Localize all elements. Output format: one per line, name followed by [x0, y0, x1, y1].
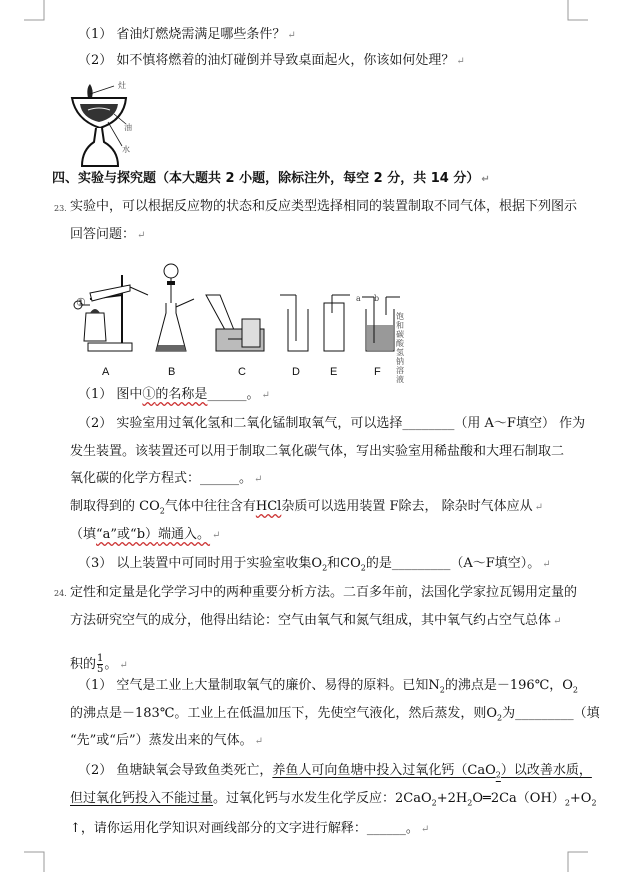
crop-mark-bottom-right	[566, 850, 588, 872]
section-title: 四、实验与探究题（本大题共 2 小题，除标注外，每空 2 分，共 14 分） ↵	[52, 171, 490, 186]
q24-sub1-line3: “先”或“后”）蒸发出来的气体。 ↵	[70, 733, 263, 748]
apparatus-f	[362, 297, 400, 351]
port-b-label: b	[374, 294, 380, 303]
apparatus-e	[324, 295, 350, 351]
apparatus-c	[206, 295, 264, 351]
q23-sub2-line2: 发生装置。该装置还可以用于制取二氧化碳气体，写出实验室用稀盐酸和大理石制取二	[70, 444, 565, 459]
q24-intro-line1: 定性和定量是化学学习中的两种重要分析方法。二百多年前，法国化学家拉瓦锡用定量的	[70, 585, 578, 600]
circle-label-1: ①	[76, 297, 86, 309]
crop-mark-top-left	[24, 0, 46, 22]
apparatus-a	[74, 275, 148, 351]
apparatus-b	[156, 264, 194, 351]
q24-intro-line3: 积的 $\frac{1}{5}$ 。 ↵	[70, 653, 128, 675]
q23-sub2-line5: （填“a”或“b）端通入。 ↵	[70, 527, 221, 542]
q23-intro-line2: 回答问题： ↵	[70, 227, 146, 242]
q23-number: 23.	[54, 204, 67, 213]
q23-sub1: （1） 图中①的名称是______。 ↵	[78, 387, 270, 402]
q24-sub2-line3: ↑，请你运用化学知识对画线部分的文字进行解释：______。 ↵	[70, 821, 430, 836]
q23-sub3: （3） 以上装置中可同时用于实验室收集$O_2$和$CO_2$的是_________（A～F填空）。 ↵	[78, 556, 551, 573]
apparatus-label-f: F	[374, 366, 381, 378]
port-a-label: a	[356, 294, 361, 303]
apparatus-figure	[70, 255, 430, 365]
apparatus-label-e: E	[330, 366, 338, 378]
q24-sub1-line2: 的沸点是－183℃。工业上在低温加压下，先使空气液化，然后蒸发，则$O_2$为_________（填	[70, 706, 600, 723]
q24-sub2-line2: 但过氧化钙投入不能过量。过氧化钙与水发生化学反应：$2CaO_2+2H_2O═2Ca(OH)_2+O_2$	[70, 791, 597, 808]
lamp-question-1: （1） 省油灯燃烧需满足哪些条件？ ↵	[78, 27, 296, 42]
crop-mark-top-right	[566, 0, 588, 22]
apparatus-d	[280, 295, 308, 351]
apparatus-label-d: D	[292, 366, 300, 378]
crop-mark-bottom-left	[24, 850, 46, 872]
q23-intro-line1: 实验中，可以根据反应物的状态和反应类型选择相同的装置制取不同气体，根据下列图示	[70, 199, 578, 214]
q24-number: 24.	[54, 589, 67, 598]
q23-sub2-line4: 制取得到的 $CO_2$气体中往往含有HCl杂质可以选用装置 F除去， 除杂时气体应从 ↵	[70, 499, 543, 516]
q23-sub2-line3: 氧化碳的化学方程式：______。 ↵	[70, 471, 263, 486]
q24-intro-line2: 方法研究空气的成分，他得出结论：空气由氧气和氮气组成，其中氧气约占空气总体 ↵	[70, 613, 562, 628]
q24-sub2-line1: （2） 鱼塘缺氧会导致鱼类死亡，养鱼人可向鱼塘中投入过氧化钙（CaO$_2$）以改善水质，	[78, 763, 592, 780]
label-oil: 油	[124, 123, 132, 132]
fraction-one-fifth: $\frac{1}{5}$	[97, 653, 104, 675]
label-water: 水	[122, 145, 130, 154]
q24-sub1-line1: （1） 空气是工业上大量制取氧气的廉价、易得的原料。已知$N_2$的沸点是－196℃，$O_2$	[78, 678, 578, 695]
apparatus-f-label: 饱和碳酸氢钠溶液	[396, 312, 404, 384]
label-wick: 灶	[118, 81, 126, 90]
apparatus-label-c: C	[238, 366, 246, 378]
lamp-question-2: （2） 如不慎将燃着的油灯碰倒并导致桌面起火，你该如何处理？ ↵	[78, 53, 465, 68]
q23-sub2-line1: （2） 实验室用过氧化氢和二氧化锰制取氧气，可以选择________（用 A～F填空） 作为	[78, 416, 586, 431]
apparatus-label-b: B	[168, 366, 176, 378]
apparatus-label-a: A	[102, 366, 110, 378]
